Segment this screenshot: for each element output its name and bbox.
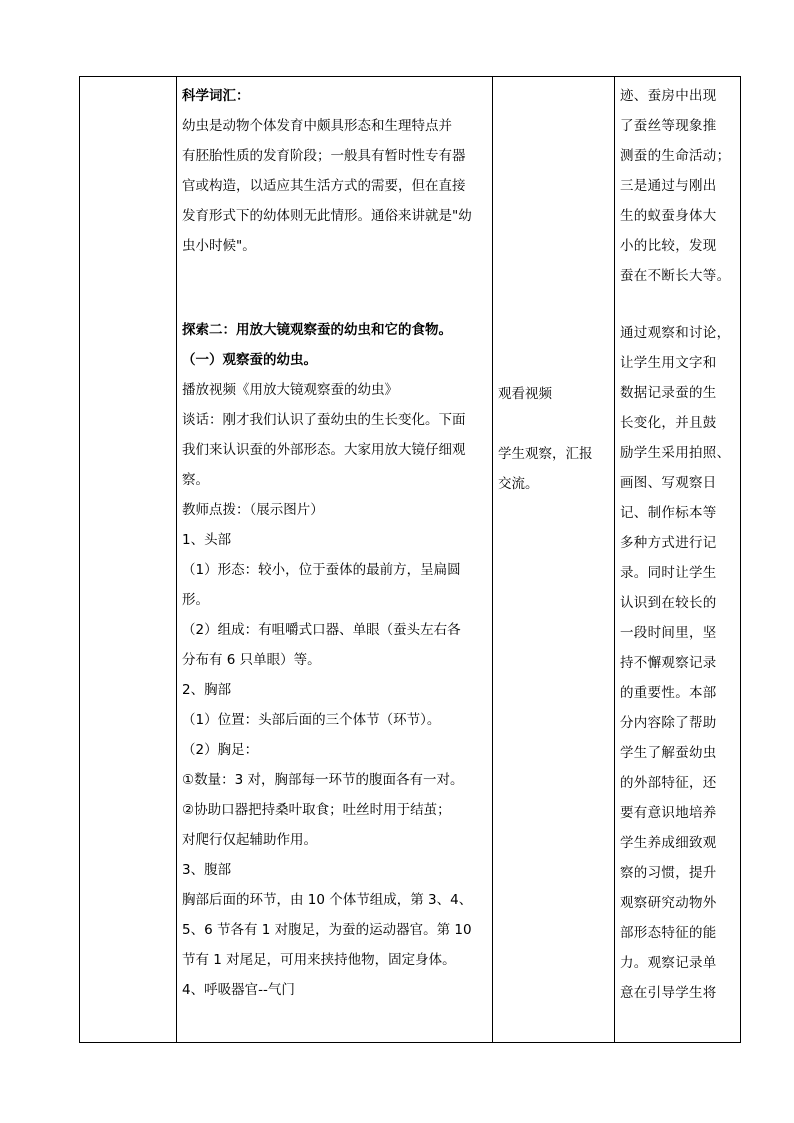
content-line: 教师点拨：（展示图片） xyxy=(182,502,324,518)
intent-line: 录。同时让学生 xyxy=(620,565,717,581)
content-line: 4、呼吸器官--气门 xyxy=(182,982,295,998)
content-line: （2）组成：有咀嚼式口器、单眼（蚕头左右各 xyxy=(182,622,461,638)
content-line: 察。 xyxy=(182,472,209,488)
vocab-line: 有胚胎性质的发育阶段；一般具有暂时性专有器 xyxy=(182,148,466,164)
content-line: 胸部后面的环节，由 10 个体节组成，第 3、4、 xyxy=(182,892,473,908)
intent-line: 了蚕丝等现象推 xyxy=(620,118,717,134)
intent-line: 通过观察和讨论， xyxy=(620,325,731,341)
vocab-line: 虫小时候"。 xyxy=(182,238,256,254)
intent-line: 分内容除了帮助 xyxy=(620,715,717,731)
content-line: 分布有 6 只单眼）等。 xyxy=(182,652,321,668)
intent-line: 意在引导学生将 xyxy=(620,985,717,1001)
spacer xyxy=(498,77,610,379)
sub-title: （一）观察蚕的幼虫。 xyxy=(182,352,317,368)
content-line: 形。 xyxy=(182,592,209,608)
table-row xyxy=(80,77,741,1043)
intent-line: 蚕在不断长大等。 xyxy=(620,268,731,284)
content-line: 对爬行仅起辅助作用。 xyxy=(182,832,317,848)
teacher-activity-cell xyxy=(177,77,493,1043)
content-line: ①数量：3 对，胸部每一环节的腹面各有一对。 xyxy=(182,772,464,788)
intent-line: 一段时间里，坚 xyxy=(620,625,717,641)
student-line xyxy=(498,409,610,439)
intent-line: 生的蚁蚕身体大 xyxy=(620,208,717,224)
content-line: 5、6 节各有 1 对腹足，为蚕的运动器官。第 10 xyxy=(182,922,472,938)
student-line: 交流。 xyxy=(498,476,539,492)
intent-line: 力。观察记录单 xyxy=(620,955,717,971)
spacer xyxy=(620,291,738,318)
intent-line: 多种方式进行记 xyxy=(620,535,717,551)
content-line: 谈话：刚才我们认识了蚕幼虫的生长变化。下面 xyxy=(182,412,466,428)
spacer xyxy=(182,261,488,315)
intent-line: 认识到在较长的 xyxy=(620,595,717,611)
content-line: （1）形态：较小，位于蚕体的最前方，呈扁圆 xyxy=(182,562,461,578)
intent-line: 学生养成细致观 xyxy=(620,835,717,851)
intent-line: 小的比较，发现 xyxy=(620,238,717,254)
content-line: 节有 1 对尾足，可用来挟持他物，固定身体。 xyxy=(182,952,456,968)
intent-line: 学生了解蚕幼虫 xyxy=(620,745,717,761)
content-line: 2、胸部 xyxy=(182,682,232,698)
student-line: 学生观察，汇报 xyxy=(498,446,593,462)
intent-line: 励学生采用拍照、 xyxy=(620,445,731,461)
content-line: （2）胸足： xyxy=(182,742,259,758)
content-line: 播放视频《用放大镜观察蚕的幼虫》 xyxy=(182,382,398,398)
vocab-line: 官或构造，以适应其生活方式的需要，但在直接 xyxy=(182,178,466,194)
intent-line: 数据记录蚕的生 xyxy=(620,385,717,401)
content-line: 1、头部 xyxy=(182,532,232,548)
intent-line: 迹、蚕房中出现 xyxy=(620,88,717,104)
intent-line: 让学生用文字和 xyxy=(620,355,717,371)
intent-line: 部形态特征的能 xyxy=(620,925,717,941)
vocab-title: 科学词汇： xyxy=(182,88,250,104)
intent-line: 察的习惯，提升 xyxy=(620,865,717,881)
vocab-line: 发育形式下的幼体则无此情形。通俗来讲就是"幼 xyxy=(182,208,472,224)
student-activity-cell xyxy=(493,77,615,1043)
intent-line: 观察研究动物外 xyxy=(620,895,717,911)
intent-line: 记、制作标本等 xyxy=(620,505,717,521)
student-line: 观看视频 xyxy=(498,386,552,402)
intent-line: 三是通过与刚出 xyxy=(620,178,717,194)
content-line: 3、腹部 xyxy=(182,862,232,878)
content-line: （1）位置：头部后面的三个体节（环节）。 xyxy=(182,712,441,728)
explore-title: 探索二：用放大镜观察蚕的幼虫和它的食物。 xyxy=(182,322,452,338)
vocab-line: 幼虫是动物个体发育中颇具形态和生理特点并 xyxy=(182,118,452,134)
intent-line: 的重要性。本部 xyxy=(620,685,717,701)
lesson-table xyxy=(79,76,741,1043)
intent-line: 长变化，并且鼓 xyxy=(620,415,717,431)
intent-line: 要有意识地培养 xyxy=(620,805,717,821)
content-line: ②协助口器把持桑叶取食；吐丝时用于结茧； xyxy=(182,802,451,818)
intent-line: 画图、写观察日 xyxy=(620,475,717,491)
intent-line: 测蚕的生命活动； xyxy=(620,148,731,164)
intent-line: 持不懈观察记录 xyxy=(620,655,717,671)
design-intent-cell xyxy=(615,77,741,1043)
content-line: 我们来认识蚕的外部形态。大家用放大镜仔细观 xyxy=(182,442,466,458)
stage-cell xyxy=(80,77,177,1043)
intent-line: 的外部特征，还 xyxy=(620,775,717,791)
